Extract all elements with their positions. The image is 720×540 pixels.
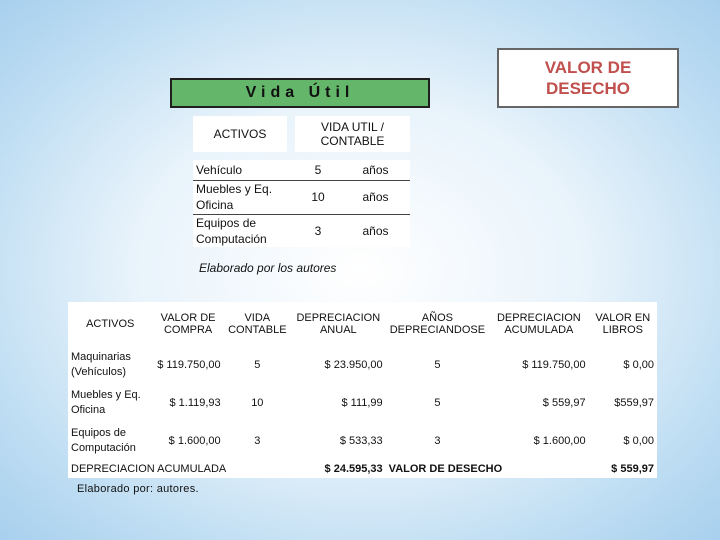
row-valor-libros: $559,97 [589,384,657,422]
row-valor-libros: $ 0,00 [589,422,657,460]
depreciation-table [68,302,657,478]
row-valor-compra: $ 1.119,93 [152,384,223,422]
table1-row [193,214,410,247]
row-anos: 3 [386,422,489,460]
table-row [68,346,657,384]
col-depreciacion-acumulada: DEPRECIACION ACUMULADA [489,302,588,346]
vida-util-table [193,116,410,247]
row-anos: 5 [386,384,489,422]
activo-cell: Equipos de Computación [196,215,267,246]
table-row [68,422,657,460]
row-dep-acumulada: $ 119.750,00 [489,346,588,384]
vida-cell: 10 [295,180,341,214]
row-vida-contable: 10 [224,384,291,422]
row-anos: 5 [386,346,489,384]
source-note-1: Elaborado por los autores [199,261,337,275]
valor-desecho-box [497,48,679,108]
header-vida-util: VIDA UTIL / CONTABLE [295,116,410,152]
valor-desecho-label: VALOR DE DESECHO [544,58,632,98]
unidad-cell: años [341,180,410,214]
footer-total-depreciacion: $ 24.595,33 [291,460,386,478]
source-note-2: Elaborado por: autores. [77,483,199,495]
row-depreciacion-anual: $ 533,33 [291,422,386,460]
unidad-cell: años [362,223,389,238]
table-row [68,384,657,422]
row-valor-libros: $ 0,00 [589,346,657,384]
unidad-cell: años [341,160,410,180]
vida-cell: 5 [295,160,341,180]
row-dep-acumulada: $ 559,97 [489,384,588,422]
col-activos: ACTIVOS [68,302,152,346]
footer-valor-desecho: $ 559,97 [589,460,657,478]
row-depreciacion-anual: $ 111,99 [291,384,386,422]
footer-valor-desecho-label: VALOR DE DESECHO [386,460,589,478]
activo-cell: Muebles y Eq. Oficina [193,180,287,214]
col-vida-contable: VIDA CONTABLE [224,302,291,346]
vida-cell: 3 [314,223,322,238]
row-vida-contable: 3 [224,422,291,460]
row-valor-compra: $ 119.750,00 [152,346,223,384]
col-depreciacion-anual: DEPRECIACION ANUAL [291,302,386,346]
title-bar: Vida Útil [170,78,430,108]
activo-cell: Vehículo [193,160,287,180]
row-activo: Maquinarias (Vehículos) [68,346,152,384]
col-valor-compra: VALOR DE COMPRA [152,302,223,346]
footer-label: DEPRECIACION ACUMULADA [68,460,291,478]
row-valor-compra: $ 1.600,00 [152,422,223,460]
row-depreciacion-anual: $ 23.950,00 [291,346,386,384]
col-anos-depreciandose: AÑOS DEPRECIANDOSE [386,302,489,346]
row-vida-contable: 5 [224,346,291,384]
col-valor-libros: VALOR EN LIBROS [589,302,657,346]
header-activos: ACTIVOS [193,116,287,152]
row-activo: Muebles y Eq. Oficina [68,384,152,422]
table1-row [193,180,410,214]
table1-row [193,160,410,180]
row-activo: Equipos de Computación [68,422,152,460]
row-dep-acumulada: $ 1.600,00 [489,422,588,460]
footer-row [68,460,657,478]
